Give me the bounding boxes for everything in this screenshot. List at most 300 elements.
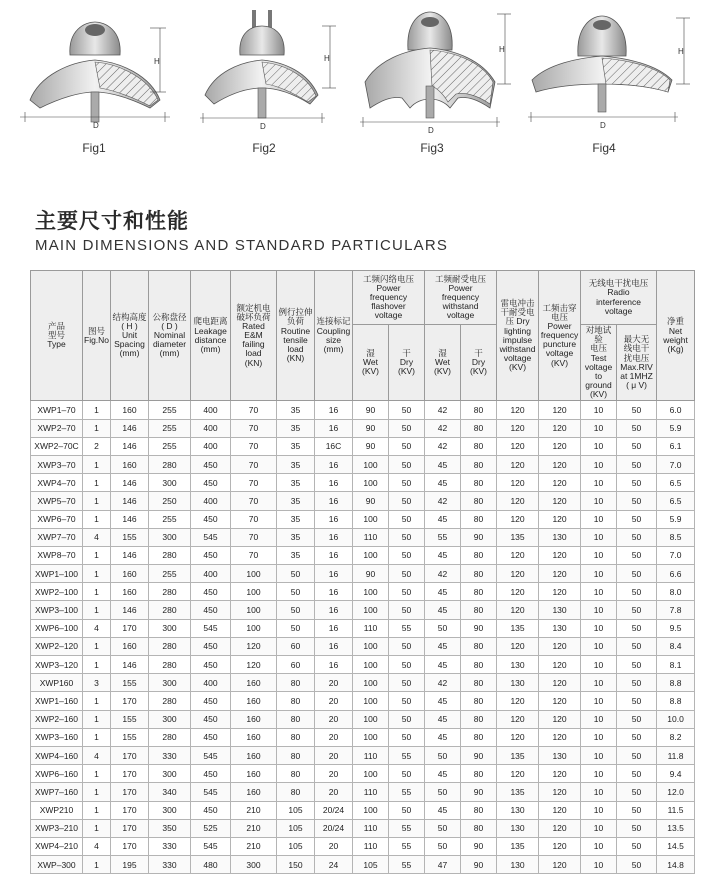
table-cell: 150 (277, 856, 315, 874)
table-cell: 450 (191, 728, 231, 746)
table-cell: XWP1–70 (31, 401, 83, 419)
table-cell: 110 (353, 837, 389, 855)
table-cell: 120 (539, 565, 581, 583)
table-cell: 280 (149, 601, 191, 619)
header-tensile-load: 例行拉伸 负荷 Routine tensile load (KN) (277, 271, 315, 401)
specs-table (30, 270, 695, 874)
table-cell: 90 (353, 401, 389, 419)
table-cell: 50 (389, 455, 425, 473)
table-cell: 300 (149, 619, 191, 637)
table-cell: 80 (277, 746, 315, 764)
table-cell: 16 (315, 492, 353, 510)
table-cell: 50 (617, 510, 657, 528)
table-cell: 42 (425, 492, 461, 510)
table-cell: XWP–300 (31, 856, 83, 874)
table-cell: 20 (315, 728, 353, 746)
table-cell: 100 (353, 674, 389, 692)
table-cell: 80 (461, 455, 497, 473)
table-cell: 20 (315, 783, 353, 801)
table-cell: 45 (425, 765, 461, 783)
table-cell: 100 (231, 565, 277, 583)
table-cell: 80 (461, 765, 497, 783)
table-cell: 170 (111, 783, 149, 801)
table-cell: 130 (497, 656, 539, 674)
header-coupling: 连接标记 Coupling size (mm) (315, 271, 353, 401)
table-cell: 105 (277, 837, 315, 855)
table-cell: 110 (353, 783, 389, 801)
table-cell: 20 (315, 837, 353, 855)
table-cell: 50 (617, 856, 657, 874)
table-cell: 210 (231, 819, 277, 837)
table-cell: 160 (231, 746, 277, 764)
table-cell: 35 (277, 510, 315, 528)
table-cell: 4 (83, 837, 111, 855)
table-cell: 280 (149, 692, 191, 710)
table-cell: XWP1–160 (31, 692, 83, 710)
table-cell: 146 (111, 510, 149, 528)
table-cell: 160 (231, 692, 277, 710)
table-cell: 20 (315, 674, 353, 692)
table-cell: 50 (425, 819, 461, 837)
table-cell: 10 (581, 728, 617, 746)
table-cell: 42 (425, 674, 461, 692)
table-cell: 55 (389, 856, 425, 874)
table-cell: 50 (617, 656, 657, 674)
table-cell: 10 (581, 565, 617, 583)
table-cell: 2 (83, 437, 111, 455)
table-cell: 280 (149, 546, 191, 564)
table-cell: 45 (425, 583, 461, 601)
table-cell: 55 (425, 528, 461, 546)
table-cell: 35 (277, 437, 315, 455)
table-cell: 4 (83, 528, 111, 546)
table-cell: 35 (277, 455, 315, 473)
table-cell: 50 (617, 565, 657, 583)
table-cell: 80 (461, 656, 497, 674)
fig1-d-label: D (93, 121, 99, 130)
table-cell: 16 (315, 656, 353, 674)
figures-area (0, 0, 718, 160)
table-cell: 50 (389, 419, 425, 437)
table-cell: 90 (461, 837, 497, 855)
specs-table-body (31, 401, 695, 874)
table-cell: 10 (581, 783, 617, 801)
table-cell: 1 (83, 546, 111, 564)
table-cell: 160 (231, 728, 277, 746)
table-row (31, 801, 695, 819)
table-cell: 155 (111, 710, 149, 728)
table-cell: 1 (83, 565, 111, 583)
fig1-caption: Fig1 (82, 141, 106, 155)
table-cell: 50 (617, 710, 657, 728)
table-cell: 1 (83, 656, 111, 674)
table-cell: 120 (539, 437, 581, 455)
table-cell: 45 (425, 601, 461, 619)
table-row (31, 437, 695, 455)
table-cell: 70 (231, 455, 277, 473)
fig2-drawing (200, 10, 336, 123)
table-cell: 55 (389, 819, 425, 837)
table-cell: 80 (461, 510, 497, 528)
table-cell: 450 (191, 601, 231, 619)
table-cell: 120 (539, 546, 581, 564)
table-cell: XWP8–70 (31, 546, 83, 564)
table-cell: 160 (111, 637, 149, 655)
table-cell: XWP6–100 (31, 619, 83, 637)
table-cell: 255 (149, 419, 191, 437)
table-cell: 16 (315, 510, 353, 528)
table-cell: XWP7–160 (31, 783, 83, 801)
table-cell: 9.5 (657, 619, 695, 637)
fig3-caption: Fig3 (420, 141, 444, 155)
table-cell: 170 (111, 819, 149, 837)
table-cell: 255 (149, 510, 191, 528)
table-cell: XWP6–70 (31, 510, 83, 528)
table-cell: 45 (425, 728, 461, 746)
table-cell: 50 (389, 601, 425, 619)
header-failing-load: 额定机电 破坏负荷 Rated E&M failing load (KN) (231, 271, 277, 401)
table-cell: 50 (617, 746, 657, 764)
table-cell: 50 (389, 474, 425, 492)
table-cell: 80 (461, 692, 497, 710)
table-cell: 130 (497, 674, 539, 692)
table-cell: 50 (389, 801, 425, 819)
table-cell: 1 (83, 692, 111, 710)
table-cell: 10 (581, 746, 617, 764)
table-cell: XWP4–210 (31, 837, 83, 855)
table-cell: 350 (149, 819, 191, 837)
table-cell: 42 (425, 437, 461, 455)
table-cell: 160 (231, 765, 277, 783)
table-cell: 120 (497, 601, 539, 619)
table-cell: 45 (425, 455, 461, 473)
table-cell: 10 (581, 546, 617, 564)
table-row (31, 619, 695, 637)
table-cell: 250 (149, 492, 191, 510)
table-cell: 90 (461, 783, 497, 801)
table-cell: 20 (315, 746, 353, 764)
table-row (31, 637, 695, 655)
table-cell: 7.0 (657, 546, 695, 564)
table-cell: 146 (111, 656, 149, 674)
table-cell: 42 (425, 419, 461, 437)
table-cell: 10 (581, 455, 617, 473)
table-cell: 155 (111, 674, 149, 692)
table-cell: 50 (617, 765, 657, 783)
table-row (31, 510, 695, 528)
table-cell: XWP2–70 (31, 419, 83, 437)
header-weight: 净重 Net weight (Kg) (657, 271, 695, 401)
fig4-h-label: H (678, 47, 684, 56)
table-cell: 130 (497, 801, 539, 819)
table-cell: 16 (315, 419, 353, 437)
table-cell: 45 (425, 656, 461, 674)
table-row (31, 746, 695, 764)
table-cell: 50 (425, 619, 461, 637)
fig3-d-label: D (428, 126, 434, 135)
table-cell: 70 (231, 474, 277, 492)
table-cell: 1 (83, 783, 111, 801)
table-cell: 70 (231, 546, 277, 564)
table-cell: 50 (617, 819, 657, 837)
table-cell: 50 (617, 783, 657, 801)
table-cell: 10 (581, 437, 617, 455)
table-cell: 45 (425, 801, 461, 819)
table-cell: 8.8 (657, 674, 695, 692)
table-cell: 130 (539, 619, 581, 637)
table-cell: 170 (111, 801, 149, 819)
table-cell: 10 (581, 801, 617, 819)
table-cell: 170 (111, 619, 149, 637)
table-cell: 50 (389, 510, 425, 528)
table-cell: 50 (389, 492, 425, 510)
table-cell: 50 (617, 637, 657, 655)
table-row (31, 783, 695, 801)
table-cell: 120 (497, 492, 539, 510)
table-cell: 130 (539, 528, 581, 546)
table-cell: 80 (461, 674, 497, 692)
table-cell: 120 (539, 801, 581, 819)
table-cell: 400 (191, 419, 231, 437)
table-cell: 16 (315, 601, 353, 619)
table-cell: XWP2–100 (31, 583, 83, 601)
table-cell: 120 (497, 419, 539, 437)
table-cell: 100 (231, 619, 277, 637)
table-cell: 120 (539, 455, 581, 473)
table-cell: 120 (539, 710, 581, 728)
table-cell: 155 (111, 528, 149, 546)
fig2-h-label: H (324, 54, 330, 63)
table-cell: 100 (353, 710, 389, 728)
table-row (31, 583, 695, 601)
table-cell: XWP2–160 (31, 710, 83, 728)
table-cell: 10 (581, 583, 617, 601)
table-row (31, 765, 695, 783)
table-cell: 80 (277, 728, 315, 746)
table-cell: XWP4–70 (31, 474, 83, 492)
header-leakage: 爬电距离 Leakage distance (mm) (191, 271, 231, 401)
table-cell: 100 (231, 583, 277, 601)
table-cell: 70 (231, 437, 277, 455)
table-cell: XWP2–70C (31, 437, 83, 455)
table-cell: 300 (231, 856, 277, 874)
table-cell: 10 (581, 474, 617, 492)
table-cell: 20 (315, 710, 353, 728)
header-puncture: 工频击穿 电压 Power frequency puncture voltage (KV) (539, 271, 581, 401)
table-cell: 1 (83, 401, 111, 419)
table-cell: 50 (617, 492, 657, 510)
table-cell: 330 (149, 856, 191, 874)
table-cell: 120 (231, 656, 277, 674)
table-row (31, 656, 695, 674)
table-cell: 50 (389, 528, 425, 546)
table-cell: 120 (539, 765, 581, 783)
table-cell: 90 (353, 419, 389, 437)
fig1-h-label: H (154, 57, 160, 66)
table-cell: 50 (389, 674, 425, 692)
table-cell: 1 (83, 637, 111, 655)
table-cell: 50 (277, 565, 315, 583)
table-cell: 16 (315, 401, 353, 419)
table-cell: 70 (231, 492, 277, 510)
table-row (31, 692, 695, 710)
table-cell: 170 (111, 837, 149, 855)
table-cell: 50 (617, 674, 657, 692)
table-cell: 1 (83, 583, 111, 601)
table-cell: 16 (315, 528, 353, 546)
table-cell: 100 (353, 583, 389, 601)
table-cell: XWP5–70 (31, 492, 83, 510)
table-cell: XWP7–70 (31, 528, 83, 546)
table-cell: 90 (461, 746, 497, 764)
table-cell: 16C (315, 437, 353, 455)
table-cell: 545 (191, 619, 231, 637)
table-cell: 146 (111, 546, 149, 564)
table-cell: 120 (539, 510, 581, 528)
table-cell: 120 (497, 546, 539, 564)
table-cell: 120 (539, 656, 581, 674)
section-title-en: MAIN DIMENSIONS AND STANDARD PARTICULARS (35, 237, 449, 254)
header-type: 产品 型号 Type (31, 271, 83, 401)
table-cell: 135 (497, 837, 539, 855)
table-cell: 70 (231, 510, 277, 528)
table-cell: 42 (425, 565, 461, 583)
table-cell: 135 (497, 746, 539, 764)
header-fig: 图号 Fig.No (83, 271, 111, 401)
table-cell: XWP3–160 (31, 728, 83, 746)
table-cell: 80 (461, 546, 497, 564)
table-row (31, 674, 695, 692)
table-cell: 50 (389, 765, 425, 783)
table-cell: 50 (389, 637, 425, 655)
table-cell: XWP4–160 (31, 746, 83, 764)
table-row (31, 492, 695, 510)
table-cell: 11.5 (657, 801, 695, 819)
table-cell: 50 (389, 710, 425, 728)
table-cell: 90 (353, 565, 389, 583)
table-cell: 50 (617, 801, 657, 819)
table-cell: 110 (353, 819, 389, 837)
table-cell: 450 (191, 546, 231, 564)
table-cell: 20 (315, 692, 353, 710)
table-cell: 1 (83, 728, 111, 746)
table-cell: 10 (581, 819, 617, 837)
table-cell: 130 (539, 601, 581, 619)
table-cell: 100 (353, 801, 389, 819)
table-cell: XWP3–120 (31, 656, 83, 674)
table-cell: 35 (277, 492, 315, 510)
table-cell: 24 (315, 856, 353, 874)
table-cell: 400 (191, 437, 231, 455)
table-cell: 100 (353, 546, 389, 564)
table-row (31, 419, 695, 437)
table-cell: 135 (497, 528, 539, 546)
table-cell: 120 (539, 856, 581, 874)
table-cell: 10 (581, 856, 617, 874)
table-cell: 50 (389, 728, 425, 746)
table-cell: 50 (617, 583, 657, 601)
section-title-cn: 主要尺寸和性能 (35, 209, 189, 233)
header-spacing: 结构高度 ( H ) Unit Spacing (mm) (111, 271, 149, 401)
table-cell: 55 (389, 837, 425, 855)
table-cell: 50 (617, 837, 657, 855)
table-row (31, 565, 695, 583)
table-cell: 50 (617, 728, 657, 746)
table-cell: 4 (83, 746, 111, 764)
header-radio: 无线电干扰电压 Radio interference voltage (581, 271, 657, 325)
table-cell: 80 (461, 637, 497, 655)
table-cell: 13.5 (657, 819, 695, 837)
table-cell: 160 (231, 674, 277, 692)
table-cell: 9.4 (657, 765, 695, 783)
table-cell: 50 (389, 401, 425, 419)
table-cell: 35 (277, 474, 315, 492)
table-cell: 120 (231, 637, 277, 655)
table-row (31, 837, 695, 855)
table-cell: 80 (277, 765, 315, 783)
table-cell: 55 (389, 619, 425, 637)
table-cell: 6.5 (657, 474, 695, 492)
table-cell: 10 (581, 601, 617, 619)
table-cell: 80 (461, 419, 497, 437)
table-cell: 400 (191, 674, 231, 692)
table-cell: 120 (497, 692, 539, 710)
table-cell: 255 (149, 565, 191, 583)
table-cell: 400 (191, 401, 231, 419)
table-cell: 160 (111, 565, 149, 583)
table-cell: 340 (149, 783, 191, 801)
fig4-d-label: D (600, 121, 606, 130)
table-cell: 135 (497, 619, 539, 637)
table-cell: 14.5 (657, 837, 695, 855)
table-cell: 300 (149, 528, 191, 546)
table-cell: XWP3–210 (31, 819, 83, 837)
table-row (31, 528, 695, 546)
table-cell: 100 (353, 455, 389, 473)
table-cell: 110 (353, 746, 389, 764)
table-cell: 14.8 (657, 856, 695, 874)
header-withstand: 工频耐受电压 Power frequency withstand voltage (425, 271, 497, 325)
table-cell: 8.5 (657, 528, 695, 546)
table-cell: 155 (111, 728, 149, 746)
table-cell: 300 (149, 674, 191, 692)
table-cell: 80 (277, 710, 315, 728)
table-cell: 160 (111, 455, 149, 473)
table-cell: 170 (111, 746, 149, 764)
table-cell: 50 (389, 692, 425, 710)
table-cell: 400 (191, 565, 231, 583)
header-withstand-dry: 干 Dry (KV) (461, 325, 497, 401)
table-cell: 16 (315, 474, 353, 492)
table-cell: 300 (149, 474, 191, 492)
table-cell: 50 (617, 692, 657, 710)
table-cell: 80 (461, 601, 497, 619)
header-flashover: 工频闪络电压 Power frequency flashover voltage (353, 271, 425, 325)
table-cell: 6.6 (657, 565, 695, 583)
table-cell: 10 (581, 765, 617, 783)
table-cell: 1 (83, 710, 111, 728)
table-cell: 450 (191, 656, 231, 674)
table-cell: 450 (191, 765, 231, 783)
table-cell: 480 (191, 856, 231, 874)
table-cell: 450 (191, 455, 231, 473)
table-cell: 100 (353, 692, 389, 710)
table-cell: 50 (389, 583, 425, 601)
table-cell: 20 (315, 765, 353, 783)
table-cell: 80 (461, 565, 497, 583)
table-cell: 1 (83, 856, 111, 874)
table-cell: 160 (111, 583, 149, 601)
